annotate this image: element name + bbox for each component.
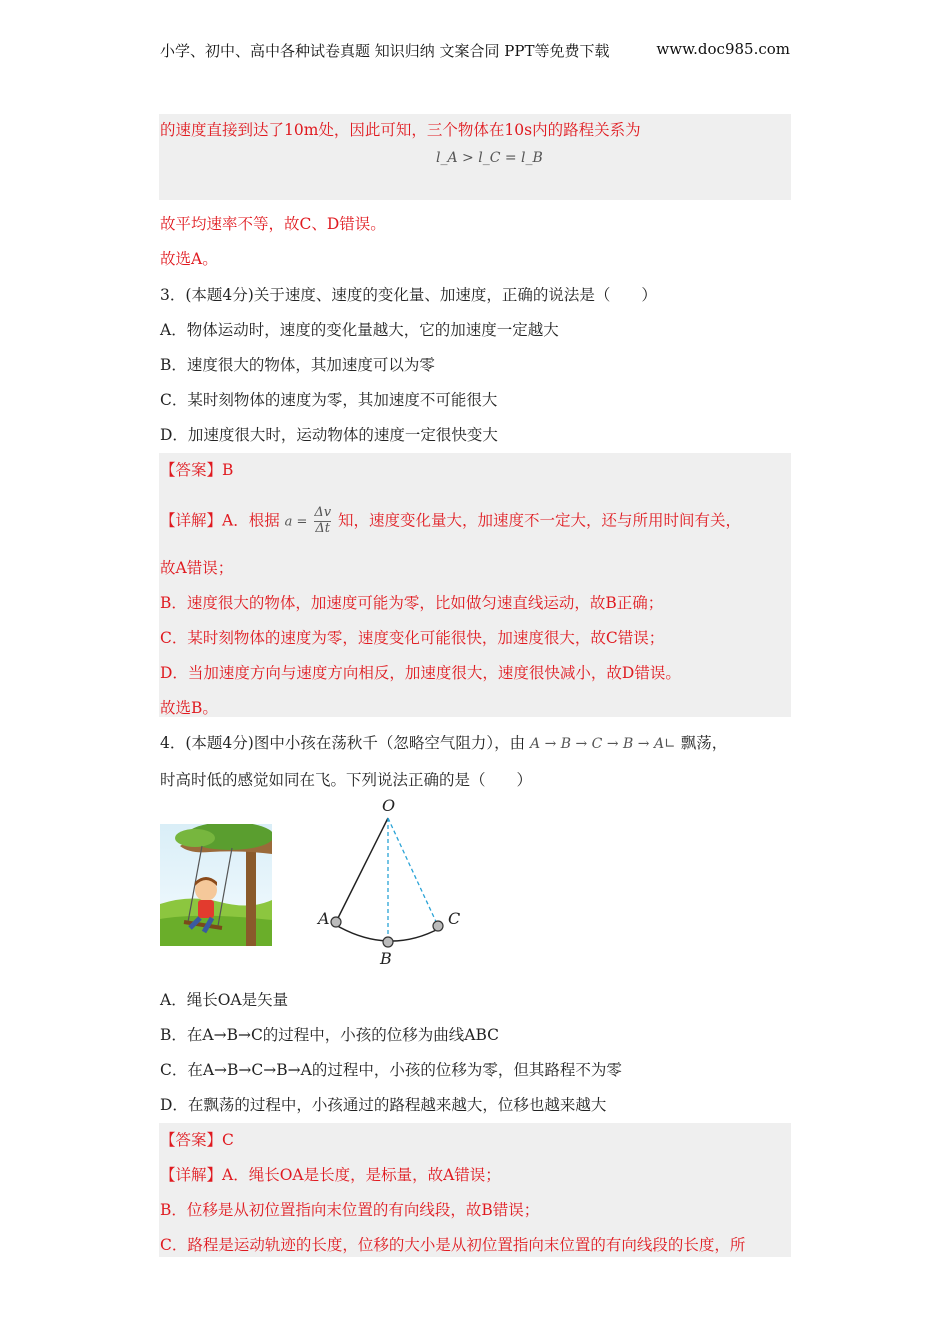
q3-formula-denominator: Δt: [315, 520, 331, 536]
page-header: [160, 40, 790, 61]
q3-detail-b: B．速度很大的物体，加速度可能为零，比如做匀速直线运动，故B正确；: [160, 594, 664, 612]
q4-option-c: C．在A→B→C→B→A的过程中，小孩的位移为零，但其路程不为零: [160, 1061, 622, 1079]
tree-leaves-left: [175, 829, 215, 847]
q4-answer: 【答案】C: [160, 1131, 234, 1149]
label-a: A: [318, 909, 330, 928]
ball-c: [433, 921, 443, 931]
q3-stem: 3．(本题4分)关于速度、速度的变化量、加速度，正确的说法是（ ）: [160, 286, 657, 304]
ball-a: [331, 917, 341, 927]
q2-explanation-line1: 的速度直接到达了10m处，因此可知，三个物体在10s内的路程关系为: [160, 121, 641, 139]
pendulum-diagram: [310, 796, 470, 968]
q4-detail-c: C．路程是运动轨迹的长度，位移的大小是从初位置指向末位置的有向线段的长度，所: [160, 1236, 746, 1254]
swing-illustration: [160, 824, 272, 946]
q3-option-d: D．加速度很大时，运动物体的速度一定很快变大: [160, 426, 498, 444]
q3-detail-a-pre: A．根据: [222, 511, 280, 530]
q3-formula-numerator: Δv: [314, 505, 332, 520]
q4-stem-line2: 时高时低的感觉如同在飞。下列说法正确的是（ ）: [160, 771, 533, 789]
q3-formula-lhs: a =: [284, 514, 308, 530]
q4-detail-a-text: A．绳长OA是长度，是标量，故A错误；: [222, 1166, 501, 1184]
rope-oa: [336, 818, 388, 922]
q3-detail-label: 【详解】: [160, 511, 223, 530]
q4-detail-b: B．位移是从初位置指向末位置的有向线段，故B错误；: [160, 1201, 540, 1219]
q4-detail-a: [160, 1163, 501, 1185]
q3-detail-a: [160, 506, 741, 537]
q3-conclusion: 故选B。: [160, 699, 218, 717]
q3-option-b: B．速度很大的物体，其加速度可以为零: [160, 356, 435, 374]
q4-sequence: A → B → C → B → A∟: [530, 736, 676, 752]
q3-detail-a-post: 知，速度变化量大，加速度不一定大，还与所用时间有关，: [338, 511, 742, 530]
rope-oc-dashed: [388, 818, 438, 926]
label-c: C: [448, 909, 461, 928]
q2-path-formula: [436, 150, 543, 166]
header-site-url[interactable]: www.doc985.com: [656, 40, 790, 58]
q3-detail-a-cont: 故A错误；: [160, 559, 234, 577]
q2-explanation-line2: 故平均速率不等，故C、D错误。: [160, 215, 386, 233]
q3-formula-fraction: [314, 506, 331, 537]
q4-option-d: D．在飘荡的过程中，小孩通过的路程越来越大，位移也越来越大: [160, 1096, 607, 1114]
q4-option-a: A．绳长OA是矢量: [160, 991, 289, 1009]
q4-stem-line1: [160, 731, 727, 753]
q2-conclusion: 故选A。: [160, 250, 218, 268]
header-left-text: 小学、初中、高中各种试卷真题 知识归纳 文案合同 PPT等免费下载: [160, 42, 610, 60]
q4-option-b: B．在A→B→C的过程中，小孩的位移为曲线ABC: [160, 1026, 500, 1044]
q3-detail-c: C．某时刻物体的速度为零，速度变化可能很快，加速度很大，故C错误；: [160, 629, 665, 647]
ball-b: [383, 937, 393, 947]
q3-option-a: A．物体运动时，速度的变化量越大，它的加速度一定越大: [160, 321, 559, 339]
q3-option-c: C．某时刻物体的速度为零，其加速度不可能很大: [160, 391, 498, 409]
q2-formula-text: l_A > l_C = l_B: [436, 150, 543, 166]
q4-stem-pre: 4．(本题4分)图中小孩在荡秋千（忽略空气阻力），由: [160, 734, 526, 752]
label-b: B: [380, 949, 392, 968]
q4-stem-post: 飘荡，: [680, 734, 728, 752]
child-shirt: [198, 900, 214, 918]
q3-answer: 【答案】B: [160, 461, 234, 479]
q4-detail-label: 【详解】: [160, 1166, 223, 1184]
tree-trunk: [246, 842, 256, 946]
label-o: O: [382, 796, 396, 815]
q3-detail-d: D．当加速度方向与速度方向相反，加速度很大，速度很快减小，故D错误。: [160, 664, 681, 682]
